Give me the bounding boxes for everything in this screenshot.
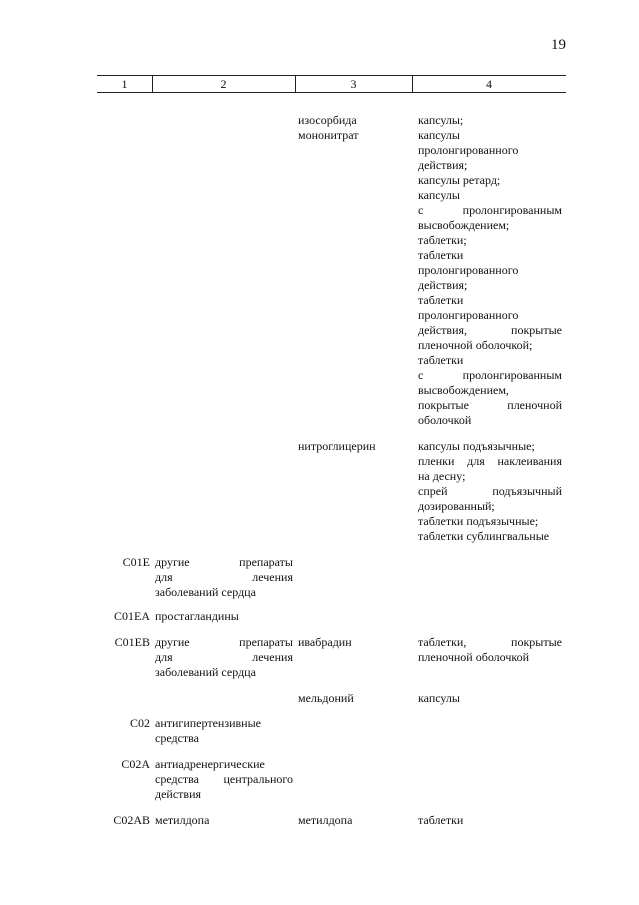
form-line: действия; (418, 278, 468, 292)
dosage-forms-cell (418, 113, 562, 428)
word: средства (155, 772, 200, 786)
form-line: капсулы (418, 188, 460, 202)
form-line: таблетки подъязычные; (418, 514, 539, 528)
group-line: метилдопа (155, 813, 210, 827)
atc-code: C02A (121, 757, 150, 771)
inn-line: мононитрат (298, 128, 359, 142)
header-col-3: 3 (350, 77, 357, 91)
word: пленочной (507, 398, 562, 412)
word: спрей (418, 484, 448, 498)
form-line (418, 454, 562, 469)
dosage-forms-cell (418, 691, 562, 706)
word: покрытые (511, 323, 562, 337)
form-line: капсулы подъязычные; (418, 439, 535, 453)
group-cell (155, 555, 293, 600)
group-cell (155, 757, 293, 802)
word: другие (155, 635, 190, 649)
form-line: высвобождением; (418, 218, 510, 232)
atc-code: C01E (122, 555, 150, 569)
group-line: антигипертензивные (155, 716, 261, 730)
group-line (155, 555, 293, 570)
group-line (155, 772, 293, 787)
group-line: действия (155, 787, 202, 801)
form-line: таблетки (418, 353, 464, 367)
group-cell (155, 716, 293, 746)
word: таблетки, (418, 635, 467, 649)
dosage-forms-cell (418, 635, 562, 665)
form-line (418, 323, 562, 338)
form-line (418, 484, 562, 499)
word: покрытые (511, 635, 562, 649)
form-line (418, 203, 562, 218)
form-line: таблетки (418, 248, 464, 262)
word: пролонгированным (462, 203, 562, 217)
header-col-2: 2 (220, 77, 227, 91)
form-line: таблетки (418, 293, 464, 307)
inn-cell (298, 635, 410, 650)
form-line (418, 398, 562, 413)
form-line: высвобождением, (418, 383, 509, 397)
word: покрытые (418, 398, 469, 412)
word: наклеивания (497, 454, 562, 468)
word: другие (155, 555, 190, 569)
word: препараты (239, 635, 293, 649)
group-line: заболеваний сердца (155, 585, 256, 599)
word: лечения (252, 570, 293, 584)
inn-line: метилдопа (298, 813, 353, 827)
group-cell (155, 813, 293, 828)
group-line: антиадренергические (155, 757, 265, 771)
word: пленки (418, 454, 455, 468)
group-line: средства (155, 731, 200, 745)
form-line: таблетки (418, 813, 464, 827)
word: действия, (418, 323, 468, 337)
form-line: дозированный; (418, 499, 495, 513)
dosage-forms-cell (418, 813, 562, 828)
word: центрального (223, 772, 293, 786)
word: с (418, 368, 424, 382)
header-col-4: 4 (486, 77, 492, 91)
form-line: пленочной оболочкой (418, 650, 530, 664)
group-cell (155, 609, 293, 624)
table-header (97, 75, 566, 93)
form-line (418, 635, 562, 650)
inn-cell (298, 691, 410, 706)
word: пролонгированным (462, 368, 562, 382)
form-line: пленочной оболочкой; (418, 338, 533, 352)
form-line: на десну; (418, 469, 466, 483)
form-line: таблетки сублингвальные (418, 529, 550, 543)
group-cell (155, 635, 293, 680)
inn-cell (298, 113, 410, 143)
word: препараты (239, 555, 293, 569)
atc-code: C02AB (113, 813, 150, 827)
page-number: 19 (551, 37, 566, 53)
inn-cell (298, 813, 410, 828)
form-line: капсулы (418, 691, 460, 705)
dosage-forms-cell (418, 439, 562, 544)
group-line (155, 650, 293, 665)
word: лечения (252, 650, 293, 664)
header-col-1: 1 (121, 77, 128, 91)
form-line: оболочкой (418, 413, 472, 427)
group-line (155, 635, 293, 650)
word: с (418, 203, 424, 217)
inn-line: ивабрадин (298, 635, 352, 649)
group-line: простагландины (155, 609, 239, 623)
form-line: пролонгированного (418, 308, 519, 322)
atc-code: C02 (129, 716, 150, 730)
word: для (467, 454, 485, 468)
word: для (155, 650, 173, 664)
group-line (155, 570, 293, 585)
form-line: капсулы ретард; (418, 173, 501, 187)
form-line: пролонгированного (418, 143, 519, 157)
atc-code: C01EA (114, 609, 150, 623)
atc-code: C01EB (114, 635, 150, 649)
form-line: пролонгированного (418, 263, 519, 277)
form-line: действия; (418, 158, 468, 172)
inn-line: мельдоний (298, 691, 354, 705)
form-line: таблетки; (418, 233, 467, 247)
inn-cell (298, 439, 410, 454)
form-line: капсулы; (418, 113, 464, 127)
form-line (418, 368, 562, 383)
inn-line: изосорбида (298, 113, 357, 127)
word: для (155, 570, 173, 584)
inn-line: нитроглицерин (298, 439, 376, 453)
group-line: заболеваний сердца (155, 665, 256, 679)
form-line: капсулы (418, 128, 460, 142)
word: подъязычный (492, 484, 562, 498)
